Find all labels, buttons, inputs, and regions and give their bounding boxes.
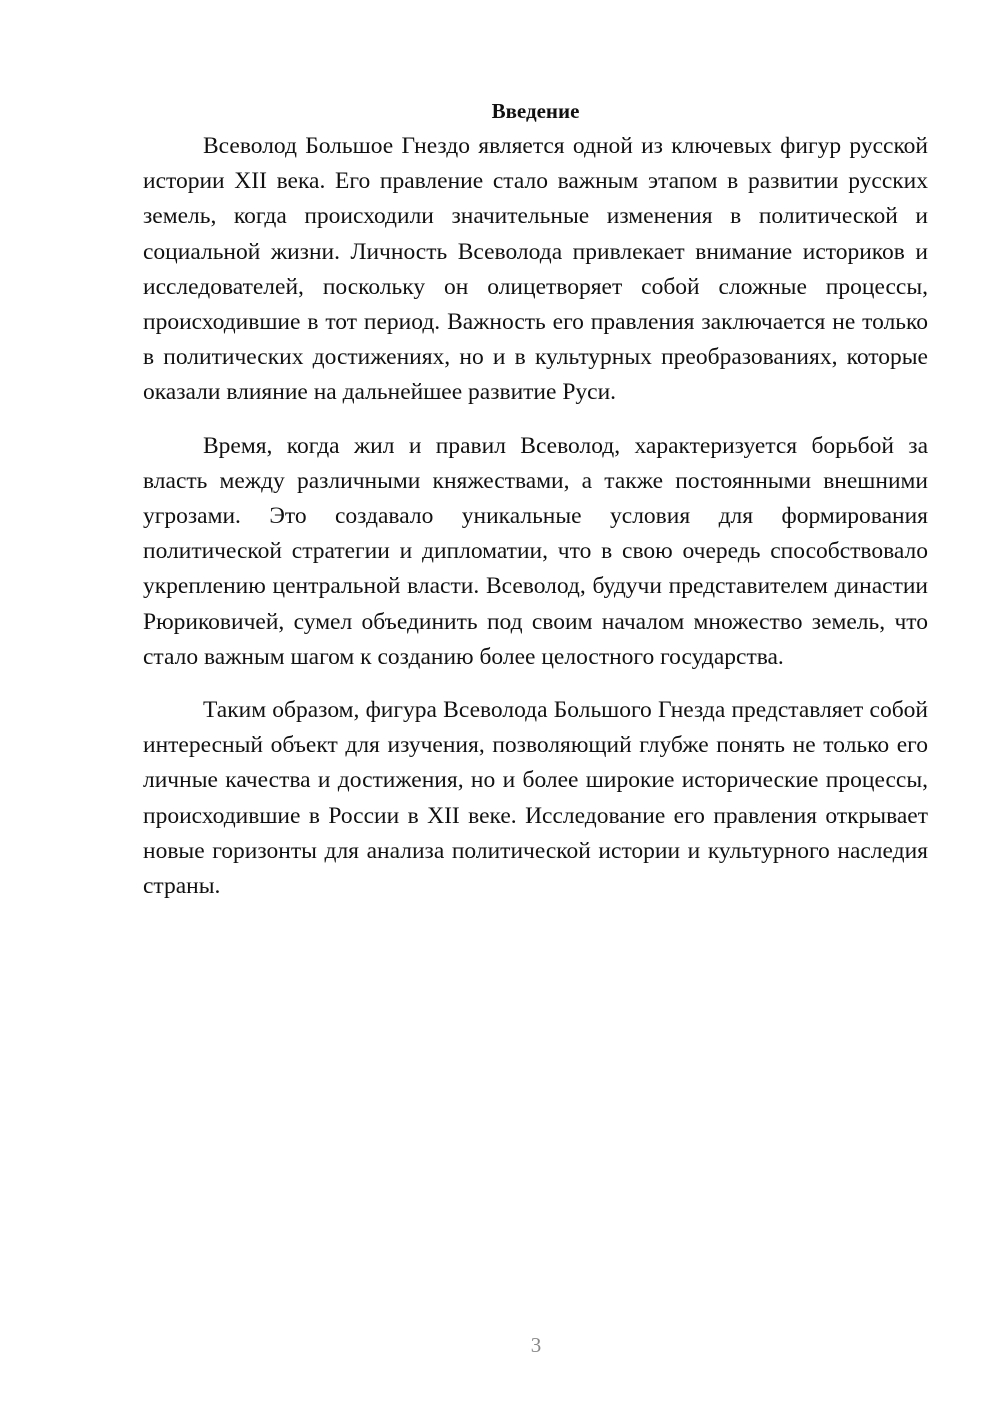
document-page: [143, 96, 928, 922]
section-title: Введение: [491, 99, 580, 123]
paragraph-1: Всеволод Большое Гнездо является одной из ключевых фигур русской истории XII века. Его правление стало важным этапом в развитии русских земель, когда происходили значительные изменения в политической и социальной жизни. Личность Всеволода привлекает внимание историков и исследователей, поскольку он олицетворяет собой сложные процессы, происходившие в тот период. Важность его правления заключается не только в политических достижениях, но и в культурных преобразованиях, которые оказали влияние на дальнейшее развитие Руси.: [143, 133, 928, 406]
page-number: 3: [530, 1333, 542, 1357]
paragraph-2: Время, когда жил и правил Всеволод, характеризуется борьбой за власть между различными княжествами, а также постоянными внешними угрозами. Это создавало уникальные условия для формирования политической стратегии и дипломатии, что в свою очередь способствовало укреплению центральной власти. Всеволод, будучи представителем династии Рюриковичей, сумел объединить под своим началом множество земель, что стало важным шагом к созданию более целостного государства.: [143, 432, 928, 670]
paragraph-3: Таким образом, фигура Всеволода Большого Гнезда представляет собой интересный объект для изучения, позволяющий глубже понять не только его личные качества и достижения, но и более широкие исторические процессы, происходившие в России в XII веке. Исследование его правления открывает новые горизонты для анализа политической истории и культурного наследия страны.: [143, 697, 928, 900]
